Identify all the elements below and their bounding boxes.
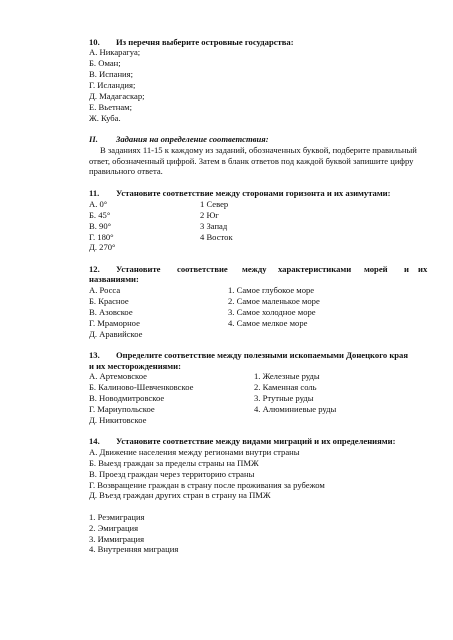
section2-number: II. — [89, 134, 98, 144]
q12-left-c: В. Азовское — [89, 307, 133, 317]
q13-left-a: А. Артемовское — [89, 371, 147, 381]
q12-right-2: 2. Самое маленькое море — [228, 296, 320, 306]
section2-instruction-line2: ответ, обозначенный цифрой. Затем в бланк ответов под каждой буквой запишите цифру — [89, 156, 414, 166]
q10-option-b: Б. Оман; — [89, 58, 121, 68]
q14-right-3: 3. Иммиграция — [89, 534, 145, 544]
q14-number: 14. — [89, 436, 100, 446]
q13-left-c: В. Новодмитровское — [89, 393, 165, 403]
q12-right-4: 4. Самое мелкое море — [228, 318, 308, 328]
q12-title-line2: названиями: — [89, 274, 139, 284]
q12-title-word2: соответствие — [177, 264, 228, 274]
q11-right-2: 2 Юг — [200, 210, 219, 220]
q10-option-d: Г. Исландия; — [89, 80, 136, 90]
q13-left-d: Г. Мариупольское — [89, 404, 155, 414]
q11-left-b: Б. 45° — [89, 210, 111, 220]
q11-title: Установите соответствие между сторонами горизонта и их азимутами: — [116, 188, 391, 198]
q11-number: 11. — [89, 188, 100, 198]
q13-title-line1: Определите соответствие между полезными ископаемыми Донецкого края — [116, 350, 409, 360]
q10-option-f: Е. Вьетнам; — [89, 102, 133, 112]
q12-left-b: Б. Красное — [89, 296, 129, 306]
q13-left-e: Д. Никитовское — [89, 415, 147, 425]
q14-left-b: Б. Выезд граждан за пределы страны на ПМЖ — [89, 458, 259, 468]
q11-left-e: Д. 270° — [89, 242, 116, 252]
q13-title-line2: и их месторождениями: — [89, 361, 181, 371]
q10-option-a: А. Никарагуа; — [89, 47, 141, 57]
q12-title-word3: между — [242, 264, 267, 274]
q10-option-g: Ж. Куба. — [89, 113, 121, 123]
q14-title: Установите соответствие между видами миграций и их определениями: — [116, 436, 396, 446]
q13-number: 13. — [89, 350, 100, 360]
q12-left-a: А. Росса — [89, 285, 121, 295]
q13-right-3: 3. Ртутные руды — [254, 393, 314, 403]
q12-number: 12. — [89, 264, 100, 274]
q13-right-1: 1. Железные руды — [254, 371, 320, 381]
section2-title: Задания на определение соответствия: — [116, 134, 269, 144]
q14-left-a: А. Движение населения между регионами внутри страны — [89, 447, 300, 457]
q10-number: 10. — [89, 37, 100, 47]
q11-left-d: Г. 180° — [89, 232, 114, 242]
q13-right-2: 2. Каменная соль — [254, 382, 317, 392]
q12-right-3: 3. Самое холодное море — [228, 307, 316, 317]
q14-left-d: Г. Возвращение граждан в страну после проживания за рубежом — [89, 480, 325, 490]
section2-instruction-line1: В заданиях 11-15 к каждому из заданий, обозначенных буквой, подберите правильный — [100, 145, 417, 155]
q14-left-c: В. Проезд граждан через территорию страны — [89, 469, 255, 479]
q11-right-4: 4 Восток — [200, 232, 233, 242]
q14-right-1: 1. Реэмиграция — [89, 512, 145, 522]
q13-left-b: Б. Калиново-Шевченковское — [89, 382, 194, 392]
q14-right-4: 4. Внутренняя миграция — [89, 544, 179, 554]
q14-right-2: 2. Эмиграция — [89, 523, 139, 533]
q10-title: Из перечня выберите островные государства: — [116, 37, 294, 47]
q10-option-c: В. Испания; — [89, 69, 134, 79]
q12-title-word1: Установите — [116, 264, 161, 274]
q12-title-word5: морей — [364, 264, 388, 274]
q12-left-e: Д. Аравийское — [89, 329, 143, 339]
q12-title-word7: их — [418, 264, 428, 274]
q11-left-c: В. 90° — [89, 221, 112, 231]
q11-right-3: 3 Запад — [200, 221, 228, 231]
q11-right-1: 1 Север — [200, 199, 229, 209]
q12-title-word4: характеристиками — [278, 264, 352, 274]
section2-instruction-line3: правильного ответа. — [89, 166, 163, 176]
q12-right-1: 1. Самое глубокое море — [228, 285, 315, 295]
q12-left-d: Г. Мраморное — [89, 318, 140, 328]
q14-left-e: Д. Въезд граждан других стран в страну на ПМЖ — [89, 490, 271, 500]
q10-option-e: Д. Мадагаскар; — [89, 91, 145, 101]
q12-title-word6: и — [404, 264, 409, 274]
q13-right-4: 4. Алюминиевые руды — [254, 404, 337, 414]
q11-left-a: А. 0° — [89, 199, 108, 209]
